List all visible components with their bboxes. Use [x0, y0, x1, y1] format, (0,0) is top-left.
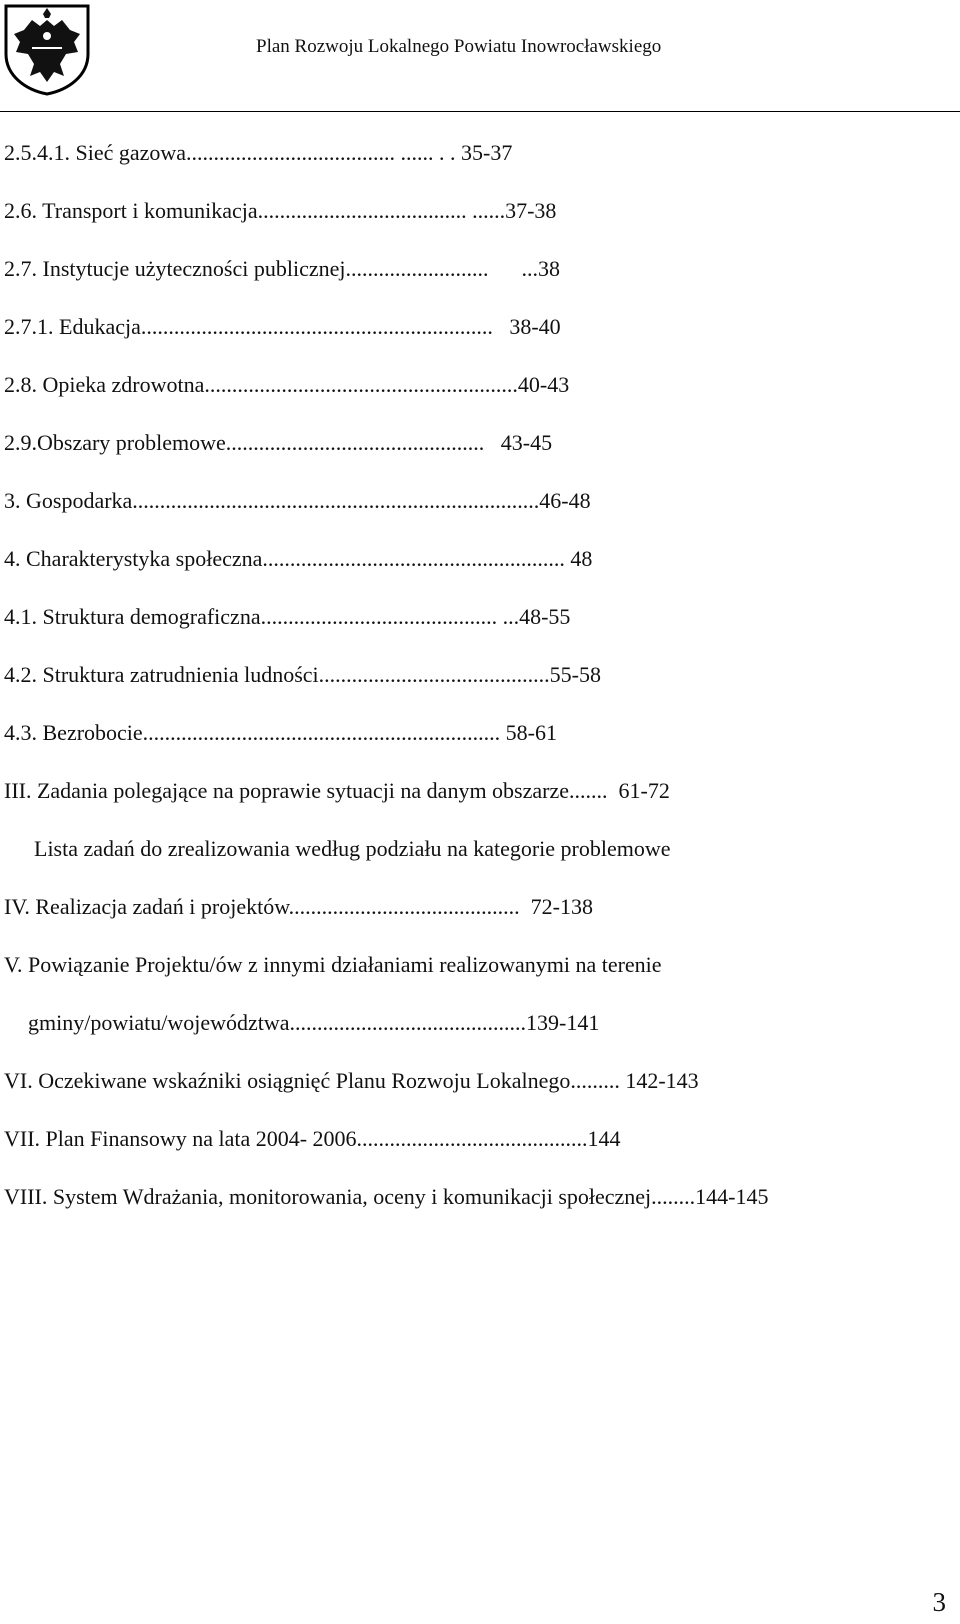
toc-entry: 4.1. Struktura demograficzna........................................... ...48-55	[4, 604, 571, 629]
page-header	[0, 0, 960, 112]
toc-entry: 4. Charakterystyka społeczna....................................................... 48	[4, 546, 593, 571]
toc-entry: III. Zadania polegające na poprawie sytuacji na danym obszarze....... 61-72	[4, 778, 670, 803]
document-header-title: Plan Rozwoju Lokalnego Powiatu Inowrocławskiego	[256, 36, 662, 57]
table-of-contents	[4, 138, 890, 1240]
toc-entry-continuation: gminy/powiatu/województwa...........................................139-141	[28, 1010, 600, 1035]
toc-entry: V. Powiązanie Projektu/ów z innymi działaniami realizowanymi na terenie	[4, 952, 662, 977]
toc-entry: 2.8. Opieka zdrowotna.........................................................40-43	[4, 372, 570, 397]
toc-entry: 2.6. Transport i komunikacja...................................... ......37-38	[4, 198, 557, 223]
toc-entry: IV. Realizacja zadań i projektów.......................................... 72-138	[4, 894, 593, 919]
toc-entry: 4.2. Struktura zatrudnienia ludności..........................................55-58	[4, 662, 601, 687]
toc-entry: 2.7. Instytucje użyteczności publicznej.......................... ...38	[4, 256, 560, 281]
coat-of-arms-eagle-icon	[2, 2, 92, 96]
page-number: 3	[932, 1587, 946, 1617]
toc-entry: VIII. System Wdrażania, monitorowania, oceny i komunikacji społecznej........144-145	[4, 1184, 769, 1209]
toc-entry: VI. Oczekiwane wskaźniki osiągnięć Planu Rozwoju Lokalnego......... 142-143	[4, 1068, 699, 1093]
toc-entry: 4.3. Bezrobocie................................................................. 58-61	[4, 720, 557, 745]
toc-entry: VII. Plan Finansowy na lata 2004- 2006..........................................144	[4, 1126, 621, 1151]
toc-entry: 3. Gospodarka..........................................................................46-48	[4, 488, 591, 513]
toc-entry: 2.9.Obszary problemowe............................................... 43-45	[4, 430, 553, 455]
toc-entry: 2.7.1. Edukacja................................................................ 38-40	[4, 314, 561, 339]
toc-entry: 2.5.4.1. Sieć gazowa...................................... ...... . . 35-37	[4, 140, 513, 165]
header-divider	[0, 111, 960, 112]
toc-entry-subheading: Lista zadań do zrealizowania według podziału na kategorie problemowe	[34, 836, 671, 861]
